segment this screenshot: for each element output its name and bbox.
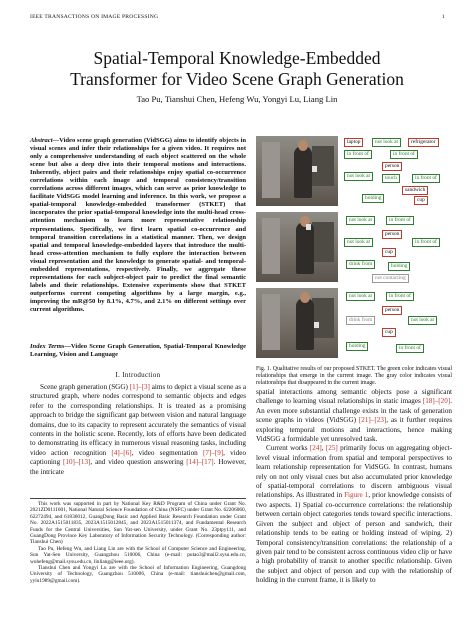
graph-object-node: person: [382, 230, 402, 239]
graph-relation-node: in front of: [412, 174, 440, 183]
abstract: [30, 137, 246, 314]
scene-graph-2: [342, 212, 452, 282]
abstract-text: —Video scene graph generation (VidSGG) aims to identify objects in visual scenes and infer their relationships for a given video. It requires not only a comprehensive understanding of each object scattered on the whole scene but also a deep dive into their temporal motions and interactions. Inherently, object pairs and their relationships enjoy spatial co-occurrence correlations within each image and temporal consistency/transition correlations across different images, which can serve as prior knowledge to facilitate VidSGG model learning and inference. In this work, we propose a spatial-temporal knowledge-embedded transformer (STKET) that incorporates the prior spatial-temporal knowledge into the multi-head cross-attention mechanism to learn more representative relationship representations. Specifically, we first learn spatial co-occurrence and temporal transition correlations in a statistical manner. Then, we design spatial and temporal knowledge-embedded layers that introduce the multi-head cross-attention mechanism to fully explore the interaction between visual representation and the knowledge to generate spatial- and temporal-embedded representations, respectively. Finally, we aggregate these representations for each subject-object pair to predict the final semantic labels and their relationships. Extensive experiments show that STKET outperforms current competing algorithms by a large margin, e.g., improving the mR@50 by 8.1%, 4.7%, and 2.1% on different settings over current algorithms.: [30, 137, 246, 313]
graph-relation-node: holding: [362, 194, 384, 203]
video-frame-1: [256, 136, 338, 206]
graph-relation-node: not look at: [346, 292, 375, 301]
graph-relation-node: not look at: [344, 238, 373, 247]
graph-relation-node: in front of: [390, 150, 418, 159]
graph-relation-node: touch: [382, 174, 400, 183]
graph-object-node: cup: [382, 328, 396, 337]
footnote-affiliation-2: Tianshui Chen and Yongyi Lu are with the School of Information Engineering, Guangdong University of Technology, Guangzhou 510006, China (e-mail: tianshuichen@gmail.com, yylu1989@gmail.com).: [30, 565, 246, 584]
running-header: IEEE TRANSACTIONS ON IMAGE PROCESSING: [30, 14, 159, 20]
graph-relation-node: in front of: [386, 216, 414, 225]
graph-relation-node: not look at: [346, 216, 375, 225]
index-terms-label: Index Terms: [30, 343, 65, 350]
graph-relation-node: drink from: [346, 316, 375, 325]
author-list: Tao Pu, Tianshui Chen, Hefeng Wu, Yongyi Lu, Liang Lin: [136, 94, 338, 104]
graph-relation-node: not look at: [344, 172, 373, 181]
graph-object-node: laptop: [344, 138, 363, 147]
graph-relation-node: holding: [346, 342, 368, 351]
figure-1: [256, 136, 452, 362]
intro-paragraph: Scene graph generation (SGG) [1]–[3] aims to depict a visual scene as a structured graph, where nodes correspond to semantic objects and edges refer to the corresponding relationships. It is treated as a promising approach to bridge the significant gap between vision and natural language domains, due to its capacity to represent accurately the semantics of visual contents in the holistic scene. Recently, lots of efforts have been dedicated to demonstrating its efficacy in numerous visual reasoning tasks, including video action recognition [4]–[6], video segmentation [7]–[9], video captioning [10]–[13], and video question answering [14]–[17]. However, the intricate: [30, 383, 247, 476]
graph-relation-node: not look at: [408, 316, 437, 325]
video-frame-3: [256, 288, 338, 358]
paper-title-line-2: Transformer for Video Scene Graph Generation: [70, 69, 404, 89]
page-number: 1: [442, 14, 445, 20]
graph-object-node: sandwich: [402, 186, 428, 195]
graph-relation-node: not look at: [372, 138, 401, 147]
graph-relation-node: in front of: [396, 344, 424, 353]
graph-relation-node: not contacting: [372, 274, 409, 283]
index-terms: [30, 343, 246, 359]
footnote-funding: This work was supported in part by National Key R&D Program of China under Grant No. 2021ZD0111601, National Natural Science Foundation of China (NSFC) under Grant No. 62206060, 62272494, and 61836012, GuangDong Basic and Applied Basic Research Foundation under Grant No. 2022A1515011835, 2023A1515012845, and 2023A1515011374, and Fundamental Research Funds for the Central Universities, Sun Yat-sen University, under Grant No. 23ptpy111, and GuangDong Province Key Laboratory of Information Security Technology. (Corresponding author: Tianshui Chen): [30, 501, 246, 546]
graph-object-node: cup: [414, 196, 428, 205]
graph-relation-node: in front of: [386, 292, 414, 301]
footnote-block: [30, 501, 246, 584]
graph-relation-node: drink from: [346, 260, 375, 269]
graph-object-node: cup: [382, 248, 396, 257]
footnote-rule: [30, 498, 246, 499]
video-frame-2: [256, 212, 338, 282]
intro-paragraph: spatial interactions among semantic objects pose a significant challenge to learning visual relationships in static images [18]–[20]. An even more substantial challenge exists in the task of generation scene graphs in videos (VidSGG) [21]–[23], as it further requires exploring temporal motions and interactions, hence making VidSGG a formidable yet unresolved task.: [256, 388, 452, 444]
graph-object-node: person: [382, 162, 402, 171]
intro-right-column: [256, 388, 452, 586]
graph-object-node: person: [382, 306, 402, 315]
intro-left-column: [30, 383, 246, 477]
paper-title-line-1: Spatial-Temporal Knowledge-Embedded: [93, 48, 381, 68]
graph-relation-node: in front of: [412, 238, 440, 247]
index-terms-text: —Video Scene Graph Generation, Spatial-Temporal Knowledge Learning, Vision and Language: [30, 343, 246, 359]
intro-paragraph: Current works [24], [25] primarily focus on aggregating object-level visual information from spatial and temporal perspectives to learn relationship representation for VidSGG. In contrast, humans rely on not only visual cues but also accumulated prior knowledge of spatial-temporal correlations to discern ambiguous visual relationships. As illustrated in Figure 1, prior knowledge consists of two aspects. 1) Spatial co-occurrence correlations: the relationship between certain object categories tends toward specific interactions. Given the subject and object of person and sandwich, their relationship tends to be eating or holding instead of wiping. 2) Temporal consistency/transition correlations: the relationship of a given pair tend to be consistent across continuous video clip or have a high probability of transit to another specific relationship. Given the subject and object of person and cup with the relationship of holding in the current frame, it is likely to: [256, 444, 452, 585]
abstract-label: Abstract: [30, 137, 53, 144]
scene-graph-3: [342, 288, 452, 358]
graph-relation-node: holding: [388, 262, 410, 271]
scene-graph-1: [342, 136, 452, 206]
section-heading-introduction: I. Introduction: [115, 371, 161, 379]
graph-relation-node: in front of: [344, 150, 372, 159]
figure-1-caption: Fig. 1. Qualitative results of our proposed STKET. The green color indicates visual relationships that emerge in the current image. The gray color indicates visual relationships that disappeared in the current image.: [256, 366, 452, 387]
footnote-affiliation-1: Tao Pu, Hefeng Wu, and Liang Lin are with the School of Computer Science and Engineering, Sun Yat-Sen University, Guangzhou 510006, China (e-mail: putao3@mail2.sysu.edu.cn, wuhefeng@mail.sysu.edu.cn, linliang@ieee.org).: [30, 545, 246, 565]
graph-object-node: refrigerator: [408, 138, 439, 147]
